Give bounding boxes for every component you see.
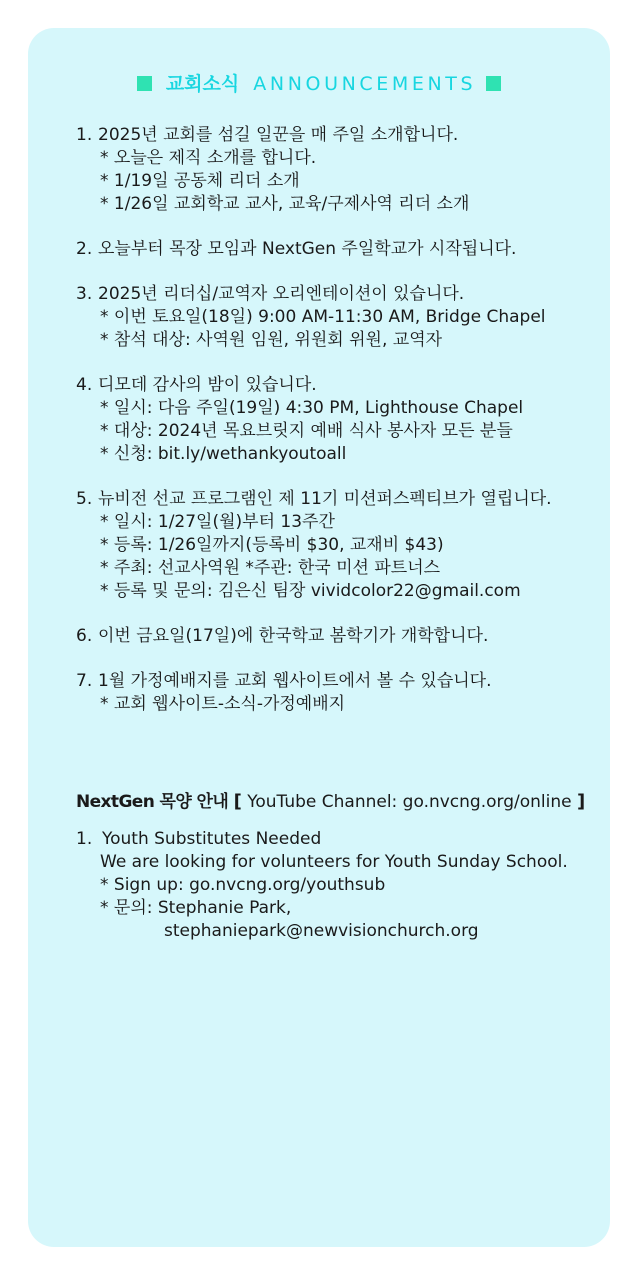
nextgen-item-email: stephaniepark@newvisionchurch.org	[164, 921, 479, 941]
announcement-item	[76, 625, 636, 648]
nextgen-list	[76, 828, 636, 943]
announcement-item	[76, 374, 636, 466]
header-english: ANNOUNCEMENTS	[253, 73, 477, 95]
bracket-open: [	[233, 791, 242, 812]
bracket-close: ]	[577, 791, 586, 812]
announcement-detail: * 등록: 1/26일까지(등록비 $30, 교재비 $43)	[100, 535, 444, 555]
nextgen-title: NextGen 목양 안내	[76, 792, 229, 812]
announcement-title: 디모데 감사의 밤이 있습니다.	[98, 375, 317, 395]
nextgen-item-contact: * 문의: Stephanie Park,	[100, 898, 292, 918]
announcement-detail: * 일시: 1/27일(월)부터 13주간	[100, 512, 335, 532]
nextgen-item-signup: * Sign up: go.nvcng.org/youthsub	[100, 875, 386, 895]
announcement-title: 뉴비전 선교 프로그램인 제 11기 미션퍼스펙티브가 열립니다.	[98, 489, 552, 509]
nextgen-item-description: We are looking for volunteers for Youth Sunday School.	[100, 852, 568, 872]
announcement-title-line	[76, 283, 636, 306]
announcement-number: 7.	[76, 671, 93, 691]
announcement-detail: * 오늘은 제직 소개를 합니다.	[100, 148, 317, 168]
announcement-title-line	[76, 670, 636, 693]
nextgen-heading	[76, 790, 585, 814]
nextgen-item-number: 1.	[76, 829, 93, 849]
announcement-list	[76, 124, 636, 738]
announcement-title: 2025년 교회를 섬길 일꾼을 매 주일 소개합니다.	[98, 125, 459, 145]
announcement-number: 3.	[76, 284, 93, 304]
nextgen-item-title-line	[76, 828, 636, 851]
announcement-detail: * 1/19일 공동체 리더 소개	[100, 171, 300, 191]
announcement-detail: * 교회 웹사이트-소식-가정예배지	[100, 694, 346, 714]
announcement-title: 오늘부터 목장 모임과 NextGen 주일학교가 시작됩니다.	[98, 239, 517, 259]
announcements-header	[28, 72, 610, 96]
youtube-channel: YouTube Channel: go.nvcng.org/online	[247, 792, 572, 812]
announcement-title: 2025년 리더십/교역자 오리엔테이션이 있습니다.	[98, 284, 465, 304]
announcement-number: 4.	[76, 375, 93, 395]
announcement-detail: * 등록 및 문의: 김은신 팀장 vividcolor22@gmail.com	[100, 581, 521, 601]
announcement-title-line	[76, 124, 636, 147]
announcement-title-line	[76, 625, 636, 648]
announcement-title-line	[76, 238, 636, 261]
announcement-title-line	[76, 488, 636, 511]
announcement-number: 2.	[76, 239, 93, 259]
announcement-detail: * 일시: 다음 주일(19일) 4:30 PM, Lighthouse Chapel	[100, 398, 524, 418]
green-square-icon	[137, 76, 152, 91]
announcement-title: 이번 금요일(17일)에 한국학교 봄학기가 개학합니다.	[98, 626, 489, 646]
announcement-detail: * 주최: 선교사역원 *주관: 한국 미션 파트너스	[100, 558, 441, 578]
announcement-item	[76, 283, 636, 352]
announcement-title-line	[76, 374, 636, 397]
announcement-item	[76, 124, 636, 216]
announcements-card	[28, 28, 610, 1247]
announcement-number: 1.	[76, 125, 93, 145]
nextgen-item-title: Youth Substitutes Needed	[102, 829, 322, 849]
header-korean: 교회소식	[165, 73, 240, 95]
announcement-detail: * 참석 대상: 사역원 임원, 위원회 위원, 교역자	[100, 330, 443, 350]
announcement-title: 1월 가정예배지를 교회 웹사이트에서 볼 수 있습니다.	[98, 671, 492, 691]
announcement-item	[76, 238, 636, 261]
announcement-detail: * 1/26일 교회학교 교사, 교육/구제사역 리더 소개	[100, 194, 470, 214]
announcement-item	[76, 670, 636, 716]
announcement-detail: * 대상: 2024년 목요브릿지 예배 식사 봉사자 모든 분들	[100, 421, 513, 441]
announcement-item	[76, 488, 636, 603]
announcement-detail: * 이번 토요일(18일) 9:00 AM-11:30 AM, Bridge Chapel	[100, 307, 546, 327]
announcement-detail: * 신청: bit.ly/wethankyoutoall	[100, 444, 347, 464]
announcement-number: 5.	[76, 489, 93, 509]
green-square-icon	[486, 76, 501, 91]
announcement-number: 6.	[76, 626, 93, 646]
